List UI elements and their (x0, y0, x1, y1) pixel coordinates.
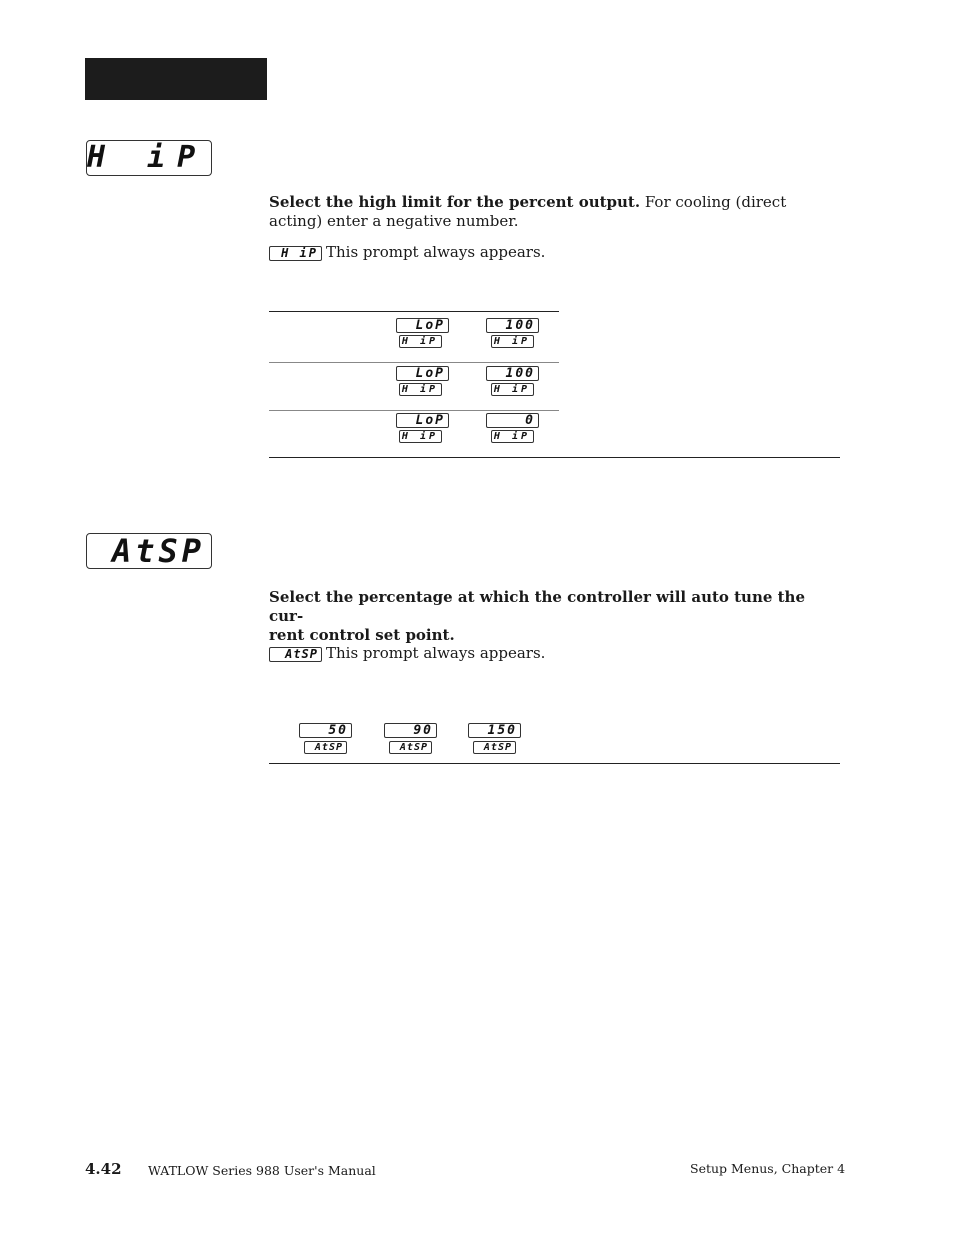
table-row2-prompt-top: LoP (396, 366, 449, 381)
atsp-prompt-display: AtSP (269, 647, 322, 662)
table-row2-value-top: 100 (486, 366, 539, 381)
table-row2-value-bottom: H iP (491, 383, 534, 396)
atsp-description (269, 588, 841, 645)
atsp-display: AtSP (86, 533, 212, 569)
table-row1-prompt-bottom: H iP (399, 335, 442, 348)
atsp-prompt-line (269, 644, 545, 662)
atsp-example1-value: 50 (299, 723, 352, 738)
table-row3-prompt-top: LoP (396, 413, 449, 428)
hip-prompt-line (269, 243, 545, 261)
table-row1-value-bottom: H iP (491, 335, 534, 348)
atsp-example3-value: 150 (468, 723, 521, 738)
table-top-rule (269, 311, 559, 312)
atsp-prompt-text: This prompt always appears. (326, 644, 546, 662)
atsp-example1-label: AtSP (304, 741, 347, 754)
hip-description (269, 193, 841, 231)
atsp-example2-label: AtSP (389, 741, 432, 754)
atsp-example2-value: 90 (384, 723, 437, 738)
footer-manual-title: WATLOW Series 988 User's Manual (148, 1163, 376, 1178)
table-row2-prompt-bottom: H iP (399, 383, 442, 396)
hip-prompt-text: This prompt always appears. (326, 243, 546, 261)
hip-description-rest: For cooling (direct acting) enter a negative number. (269, 193, 787, 230)
table-row-divider-2 (269, 410, 559, 411)
hip-description-bold: Select the high limit for the percent output. (269, 193, 641, 211)
table-row3-value-top: 0 (486, 413, 539, 428)
section1-bottom-rule (269, 457, 840, 458)
table-row-divider-1 (269, 362, 559, 363)
section2-bottom-rule (269, 763, 840, 764)
header-tab (85, 58, 267, 100)
page-number: 4.42 (85, 1160, 122, 1178)
table-row3-value-bottom: H iP (491, 430, 534, 443)
table-row3-prompt-bottom: H iP (399, 430, 442, 443)
atsp-description-line1: Select the percentage at which the controller will auto tune the cur- (269, 588, 806, 625)
hip-display: H iP (86, 140, 212, 176)
atsp-description-line2: rent control set point. (269, 626, 455, 644)
hip-prompt-display: H iP (269, 246, 322, 261)
table-row1-value-top: 100 (486, 318, 539, 333)
footer-chapter: Setup Menus, Chapter 4 (690, 1161, 846, 1176)
atsp-example3-label: AtSP (473, 741, 516, 754)
table-row1-prompt-top: LoP (396, 318, 449, 333)
